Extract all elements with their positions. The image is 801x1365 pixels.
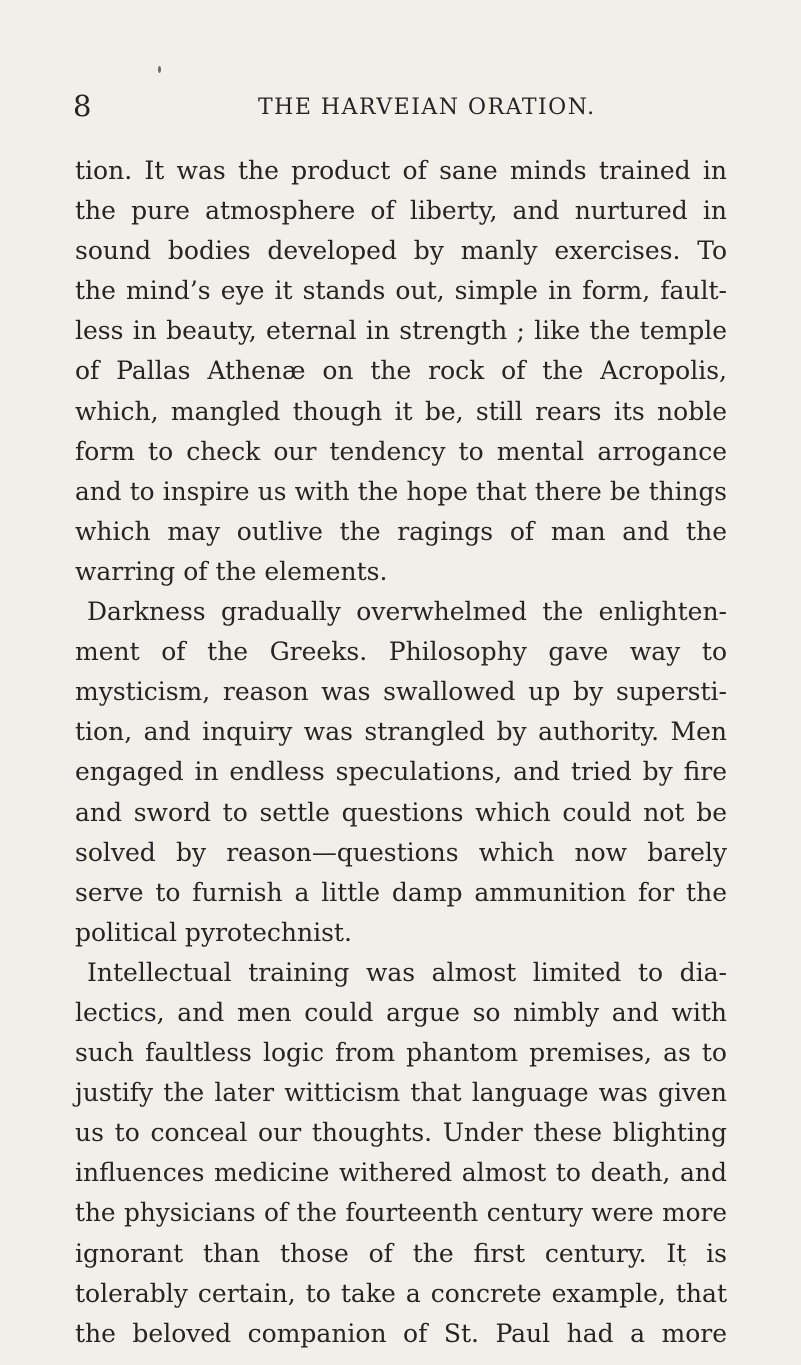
text-line: solved by reason—questions which now barely: [75, 837, 727, 867]
text-line: such faultless logic from phantom premises, as to: [75, 1038, 727, 1068]
text-line: and to inspire us with the hope that there be things: [75, 476, 727, 506]
text-line: of Pallas Athenæ on the rock of the Acropolis,: [75, 356, 727, 386]
text-line: mysticism, reason was swallowed up by supersti-: [75, 677, 727, 707]
page-number: 8: [73, 89, 92, 123]
text-line: which may outlive the ragings of man and the: [75, 516, 727, 546]
text-line: the physicians of the fourteenth century were more: [75, 1198, 727, 1228]
text-line: the mind’s eye it stands out, simple in form, fault-: [75, 276, 727, 306]
text-line: tion. It was the product of sane minds trained in: [75, 156, 727, 185]
text-line: engaged in endless speculations, and tried by fire: [75, 757, 727, 787]
text-line: and sword to settle questions which could not be: [75, 797, 727, 827]
text-line: Intellectual training was almost limited to dia-: [87, 957, 727, 987]
text-line: political pyrotechnist.: [75, 917, 352, 947]
text-line: ment of the Greeks. Philosophy gave way to: [75, 637, 727, 667]
text-line: form to check our tendency to mental arrogance: [75, 436, 727, 466]
text-line: justify the later witticism that language was given: [75, 1078, 727, 1108]
text-line: warring of the elements.: [75, 556, 388, 586]
text-line: the pure atmosphere of liberty, and nurtured in: [75, 196, 727, 226]
text-line: influences medicine withered almost to death, and: [75, 1158, 727, 1188]
text-line: less in beauty, eternal in strength ; like the temple: [75, 316, 727, 346]
running-head: THE HARVEIAN ORATION.: [258, 95, 596, 120]
text-line: which, mangled though it be, still rears its noble: [75, 396, 727, 426]
ink-speck: [158, 66, 161, 73]
text-line: sound bodies developed by manly exercises. To: [75, 236, 727, 266]
text-line: lectics, and men could argue so nimbly and with: [75, 997, 727, 1027]
text-line: Darkness gradually overwhelmed the enlighten-: [87, 597, 727, 627]
text-line: serve to furnish a little damp ammunition for the: [75, 877, 727, 907]
text-line: tion, and inquiry was strangled by authority. Men: [75, 717, 727, 747]
text-line: ignorant than those of the first century. It is: [75, 1238, 727, 1268]
body-text: [75, 151, 727, 1354]
text-line: us to conceal our thoughts. Under these blighting: [75, 1118, 727, 1148]
text-line: the beloved companion of St. Paul had a more: [75, 1318, 727, 1348]
text-line: tolerably certain, to take a concrete example, that: [75, 1278, 727, 1308]
